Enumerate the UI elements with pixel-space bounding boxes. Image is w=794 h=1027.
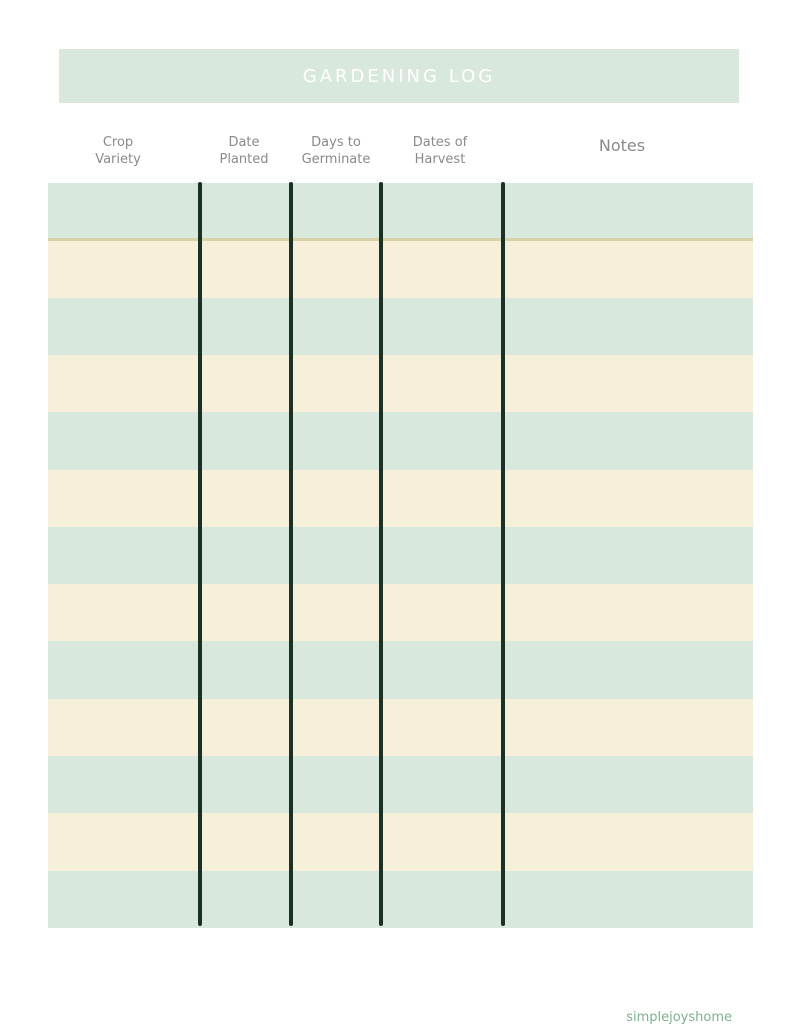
table-row — [48, 527, 753, 585]
column-divider-1 — [198, 182, 202, 926]
page-title: GARDENING LOG — [302, 65, 496, 87]
table-row — [48, 183, 753, 241]
table-row — [48, 641, 753, 699]
table-row — [48, 871, 753, 929]
column-divider-2 — [289, 182, 293, 926]
table-row — [48, 813, 753, 871]
column-header-row — [48, 126, 753, 176]
table-row — [48, 412, 753, 470]
row-separator — [48, 238, 753, 241]
table-row — [48, 470, 753, 528]
table-row — [48, 298, 753, 356]
column-header-crop-variety: Crop Variety — [95, 135, 141, 167]
log-table — [48, 183, 753, 928]
table-row — [48, 584, 753, 642]
footer-brand: simplejoyshome — [626, 1010, 732, 1025]
table-row — [48, 699, 753, 757]
column-header-dates-of-harvest: Dates of Harvest — [412, 135, 468, 167]
column-divider-4 — [501, 182, 505, 926]
column-divider-3 — [379, 182, 383, 926]
table-row — [48, 240, 753, 298]
column-header-notes: Notes — [598, 135, 646, 155]
title-banner — [59, 49, 739, 103]
table-row — [48, 756, 753, 814]
table-row — [48, 355, 753, 413]
column-header-date-planted: Date Planted — [219, 135, 269, 167]
column-header-days-to-germinate: Days to Germinate — [301, 135, 371, 167]
